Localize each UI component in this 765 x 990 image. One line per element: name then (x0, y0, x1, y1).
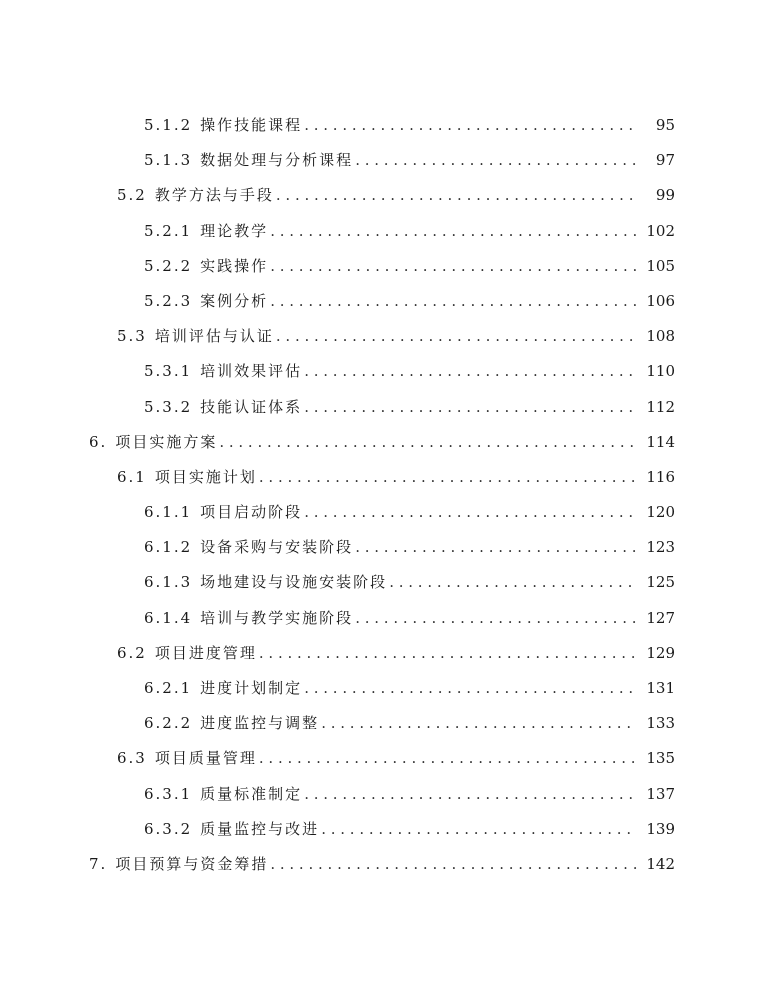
toc-entry-page-number: 131 (646, 679, 675, 697)
toc-entry-title: 培训评估与认证 (154, 327, 274, 346)
toc-entry-title: 进度监控与调整 (200, 714, 320, 733)
table-of-contents (0, 108, 765, 882)
toc-entry-5-3[interactable] (0, 319, 765, 354)
toc-entry-title: 质量监控与改进 (200, 819, 320, 838)
dot-leader (321, 706, 637, 741)
toc-entry-title: 培训效果评估 (200, 362, 303, 381)
dot-leader (270, 847, 637, 882)
toc-entry-page-number: 112 (646, 397, 675, 416)
dot-leader (270, 249, 637, 284)
dot-leader (304, 495, 637, 530)
toc-entry-page-number: 102 (646, 221, 675, 240)
dot-leader (304, 671, 637, 706)
dot-leader (304, 108, 637, 143)
toc-entry-title: 教学方法与手段 (154, 186, 274, 205)
toc-entry-6-1-2[interactable] (0, 530, 765, 565)
dot-leader (259, 460, 637, 495)
toc-entry-page-number: 135 (646, 749, 675, 768)
toc-entry-page-number: 125 (646, 573, 675, 592)
toc-entry-number: 6.1.4 (144, 608, 193, 627)
toc-entry-page-number: 139 (646, 819, 675, 838)
dot-leader (389, 565, 637, 600)
toc-entry-page-number: 127 (646, 608, 675, 627)
dot-leader (276, 319, 637, 354)
toc-entry-6-3-1[interactable] (0, 777, 765, 812)
dot-leader (276, 178, 637, 213)
toc-entry-number: 6.2.2 (144, 714, 193, 733)
toc-entry-page-number: 105 (646, 256, 675, 275)
toc-entry-page-number: 97 (655, 151, 675, 170)
toc-entry-title: 场地建设与设施安装阶段 (200, 573, 388, 592)
toc-entry-5-1-2[interactable] (0, 108, 765, 143)
toc-entry-6-2[interactable] (0, 636, 765, 671)
toc-entry-number: 5.2.3 (144, 291, 193, 310)
toc-entry-number: 5.2.2 (144, 256, 193, 275)
dot-leader (219, 425, 637, 460)
toc-entry-page-number: 99 (655, 186, 675, 205)
dot-leader (259, 636, 637, 671)
toc-entry-number: 5.2.1 (144, 221, 193, 240)
toc-entry-6[interactable] (0, 425, 765, 460)
toc-entry-5-3-2[interactable] (0, 390, 765, 425)
toc-entry-number: 5.2 (117, 186, 147, 205)
toc-entry-page-number: 123 (646, 538, 675, 557)
toc-entry-page-number: 110 (646, 362, 675, 381)
toc-entry-number: 5.1.3 (144, 151, 193, 170)
toc-entry-page-number: 137 (646, 784, 675, 803)
toc-entry-title: 理论教学 (200, 221, 269, 240)
toc-entry-6-1-4[interactable] (0, 601, 765, 636)
toc-entry-title: 技能认证体系 (200, 397, 303, 416)
toc-entry-title: 项目实施方案 (115, 432, 218, 451)
toc-entry-5-2[interactable] (0, 178, 765, 213)
toc-entry-page-number: 116 (646, 467, 675, 486)
toc-entry-title: 操作技能课程 (200, 116, 303, 134)
toc-entry-7[interactable] (0, 847, 765, 882)
dot-leader (321, 812, 637, 847)
dot-leader (304, 354, 637, 389)
toc-entry-6-1-3[interactable] (0, 565, 765, 600)
toc-entry-5-3-1[interactable] (0, 354, 765, 389)
toc-entry-title: 案例分析 (200, 291, 269, 310)
toc-entry-5-2-2[interactable] (0, 249, 765, 284)
toc-entry-page-number: 108 (646, 327, 675, 346)
toc-entry-page-number: 142 (646, 854, 675, 873)
dot-leader (304, 777, 637, 812)
toc-entry-number: 6.1.1 (144, 503, 193, 522)
toc-entry-page-number: 129 (646, 643, 675, 662)
toc-entry-number: 5.3.2 (144, 397, 193, 416)
toc-entry-6-1[interactable] (0, 460, 765, 495)
toc-entry-number: 6. (89, 432, 108, 451)
toc-entry-6-3-2[interactable] (0, 812, 765, 847)
toc-entry-title: 质量标准制定 (200, 784, 303, 803)
toc-entry-5-2-3[interactable] (0, 284, 765, 319)
toc-entry-title: 进度计划制定 (200, 679, 303, 697)
toc-entry-page-number: 95 (655, 116, 675, 134)
toc-entry-title: 项目实施计划 (154, 467, 257, 486)
dot-leader (355, 530, 637, 565)
toc-entry-title: 培训与教学实施阶段 (200, 608, 354, 627)
toc-entry-6-3[interactable] (0, 741, 765, 776)
toc-entry-title: 项目启动阶段 (200, 503, 303, 522)
toc-entry-title: 项目质量管理 (154, 749, 257, 768)
toc-entry-6-2-2[interactable] (0, 706, 765, 741)
toc-entry-title: 数据处理与分析课程 (200, 151, 354, 170)
toc-entry-number: 5.3.1 (144, 362, 193, 381)
toc-entry-number: 6.1.3 (144, 573, 193, 592)
toc-entry-5-2-1[interactable] (0, 214, 765, 249)
toc-entry-page-number: 120 (646, 503, 675, 522)
dot-leader (270, 284, 637, 319)
toc-entry-number: 6.3 (117, 749, 147, 768)
toc-entry-number: 5.1.2 (144, 116, 193, 134)
dot-leader (355, 143, 637, 178)
toc-entry-title: 实践操作 (200, 256, 269, 275)
toc-entry-number: 5.3 (117, 327, 147, 346)
toc-entry-number: 7. (89, 854, 108, 873)
dot-leader (355, 601, 637, 636)
dot-leader (304, 390, 637, 425)
toc-entry-title: 项目预算与资金筹措 (115, 854, 269, 873)
toc-entry-6-1-1[interactable] (0, 495, 765, 530)
toc-entry-title: 项目进度管理 (154, 643, 257, 662)
toc-entry-5-1-3[interactable] (0, 143, 765, 178)
toc-entry-page-number: 106 (646, 291, 675, 310)
toc-entry-number: 6.3.2 (144, 819, 193, 838)
toc-entry-page-number: 133 (646, 714, 675, 733)
toc-entry-page-number: 114 (646, 432, 675, 451)
dot-leader (270, 214, 637, 249)
dot-leader (259, 741, 637, 776)
toc-entry-number: 6.1 (117, 467, 147, 486)
toc-entry-number: 6.2.1 (144, 679, 193, 697)
toc-entry-number: 6.3.1 (144, 784, 193, 803)
toc-entry-6-2-1[interactable] (0, 671, 765, 706)
toc-entry-number: 6.2 (117, 643, 147, 662)
toc-entry-number: 6.1.2 (144, 538, 193, 557)
toc-entry-title: 设备采购与安装阶段 (200, 538, 354, 557)
